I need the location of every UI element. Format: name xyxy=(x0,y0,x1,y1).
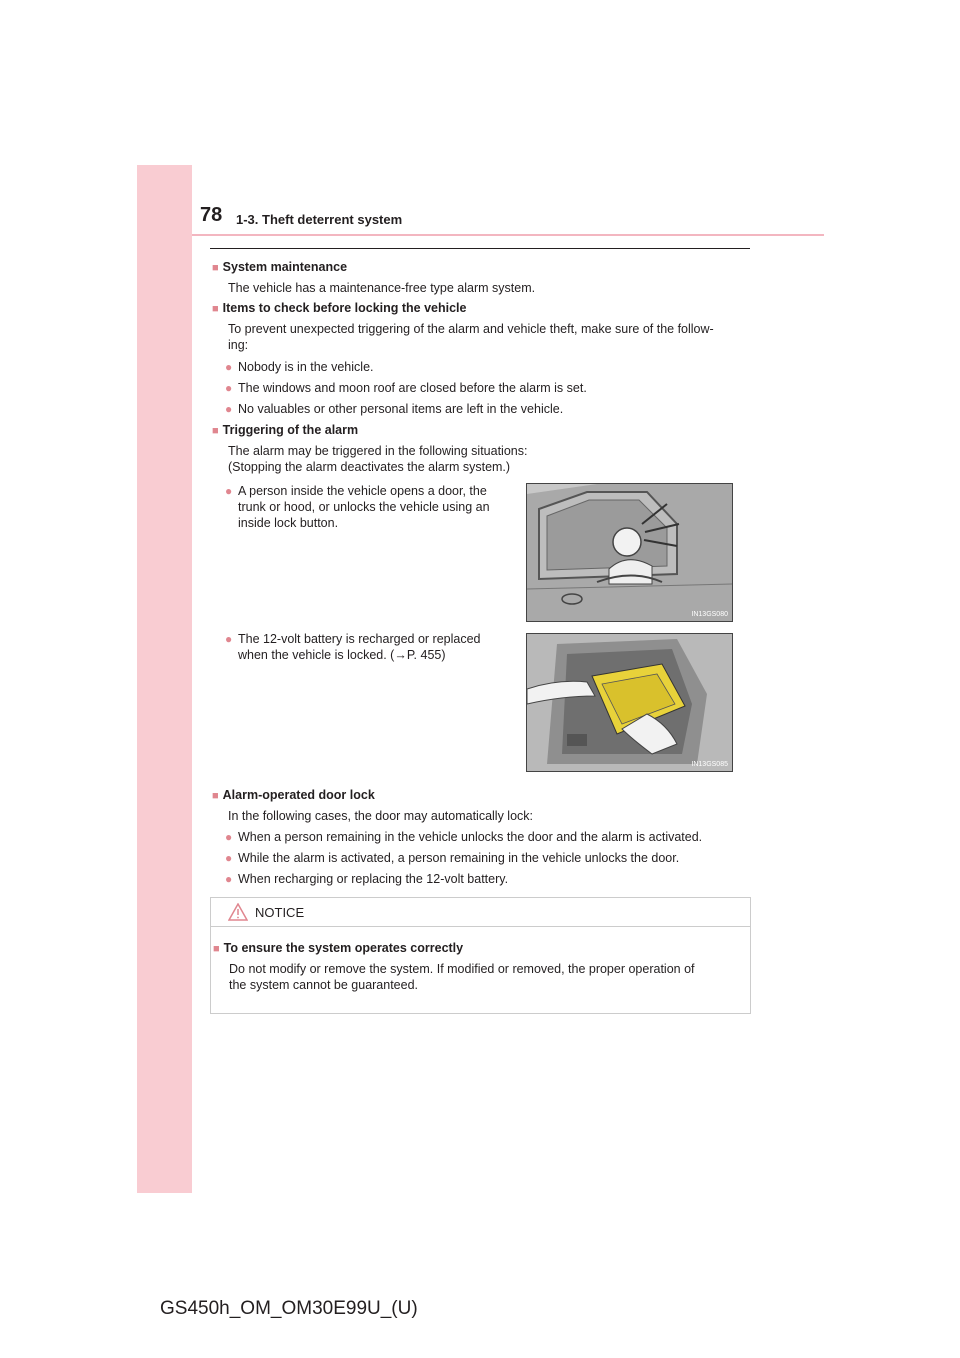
page-number: 78 xyxy=(200,204,223,226)
trigger-item1-line1: A person inside the vehicle opens a door, the xyxy=(238,484,487,498)
battery-illustration xyxy=(526,633,733,772)
square-bullet-icon: ■ xyxy=(212,262,219,274)
check-bullet-2: The windows and moon roof are closed before the alarm is set. xyxy=(238,381,587,395)
door-lock-heading: ■ Alarm-operated door lock xyxy=(212,788,375,802)
warning-triangle-icon xyxy=(228,903,248,921)
door-lock-text: In the following cases, the door may automatically lock: xyxy=(228,809,534,823)
square-bullet-icon: ■ xyxy=(212,303,219,315)
header-rule xyxy=(192,234,824,236)
circle-bullet-icon: ● xyxy=(225,872,233,886)
notice-label: NOTICE xyxy=(255,905,305,920)
trigger-item1-line2: trunk or hood, or unlocks the vehicle using an xyxy=(238,500,490,514)
circle-bullet-icon: ● xyxy=(225,360,233,374)
circle-bullet-icon: ● xyxy=(225,851,233,865)
circle-bullet-icon: ● xyxy=(225,830,233,844)
trigger-item2-line2: when the vehicle is locked. (→P. 455) xyxy=(238,648,446,662)
triggering-text-line2: (Stopping the alarm deactivates the alarm system.) xyxy=(228,460,511,474)
maintenance-text: The vehicle has a maintenance-free type alarm system. xyxy=(228,281,536,295)
circle-bullet-icon: ● xyxy=(225,484,233,498)
check-text-line2: ing: xyxy=(228,338,249,352)
footer-code: GS450h_OM_OM30E99U_(U) xyxy=(160,1298,418,1319)
notice-text-line1: Do not modify or remove the system. If modified or removed, the proper operation of xyxy=(229,962,695,976)
side-tab-band xyxy=(137,165,192,1193)
notice-box xyxy=(210,897,751,1014)
triggering-heading: ■ Triggering of the alarm xyxy=(212,423,359,437)
trigger-item2-line1: The 12-volt battery is recharged or replaced xyxy=(238,632,481,646)
square-bullet-icon: ■ xyxy=(212,790,219,802)
door-lock-bullet-3: When recharging or replacing the 12-volt battery. xyxy=(238,872,509,886)
image-code: IN13GS080 xyxy=(691,611,728,618)
check-heading: ■ Items to check before locking the vehicle xyxy=(212,301,467,315)
content-rule xyxy=(210,248,750,249)
square-bullet-icon: ■ xyxy=(212,425,219,437)
door-lock-bullet-2: While the alarm is activated, a person remaining in the vehicle unlocks the door. xyxy=(238,851,680,865)
square-bullet-icon: ■ xyxy=(213,943,220,955)
car-door-illustration xyxy=(526,483,733,622)
trigger-item1-line3: inside lock button. xyxy=(238,516,339,530)
image-code: IN13GS085 xyxy=(691,761,728,768)
check-bullet-1: Nobody is in the vehicle. xyxy=(238,360,374,374)
door-lock-bullet-1: When a person remaining in the vehicle unlocks the door and the alarm is activated. xyxy=(238,830,703,844)
notice-heading: ■ To ensure the system operates correctly xyxy=(213,941,464,955)
check-bullet-3: No valuables or other personal items are left in the vehicle. xyxy=(238,402,564,416)
check-text-line1: To prevent unexpected triggering of the alarm and vehicle theft, make sure of the follow- xyxy=(228,322,714,336)
notice-text-line2: the system cannot be guaranteed. xyxy=(229,978,419,992)
circle-bullet-icon: ● xyxy=(225,632,233,646)
triggering-text-line1: The alarm may be triggered in the following situations: xyxy=(228,444,528,458)
circle-bullet-icon: ● xyxy=(225,402,233,416)
circle-bullet-icon: ● xyxy=(225,381,233,395)
notice-header xyxy=(211,898,750,927)
section-title: 1-3. Theft deterrent system xyxy=(236,212,403,227)
maintenance-heading: ■ System maintenance xyxy=(212,260,348,274)
